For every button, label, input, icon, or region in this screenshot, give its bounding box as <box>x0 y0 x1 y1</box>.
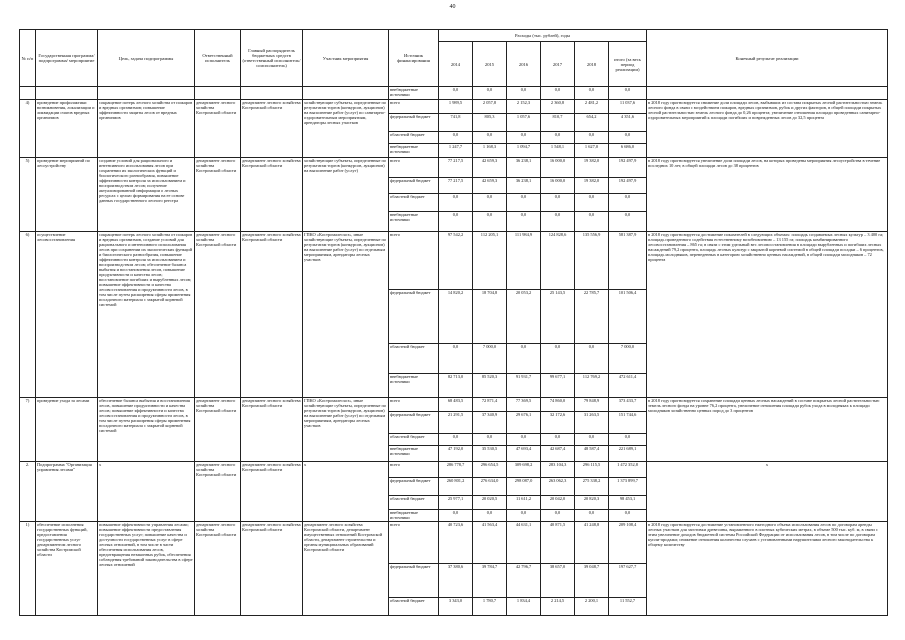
value-cell: 0,0 <box>439 510 473 522</box>
value-cell: 472 611,4 <box>609 374 647 398</box>
row-number: 4) <box>20 100 36 158</box>
header-year: 2014 <box>439 42 473 87</box>
result-cell: в 2018 году прогнозируется достижение показателей в следующих объемах: площадь создаваемых лесных культур – 3 400 га; площадь проведенного содействия естественному возобновлению – 13 155 га; площадь комбинированного лесовосстановления – 865 га; в связи с этим удельный вес лесовосстановления в площади вырубленных и погибших лесных насаждений 79,2 процента, площадь лесных культур с закрытой корневой системой в общей площади посадки – 6 процентов, площадь молодняков, переведенных в категорию хозяйственно ценных насаждений, в общей площади молодняков – 72 процента <box>647 232 888 398</box>
value-cell: 0,0 <box>507 87 541 100</box>
value-cell: 283 104,3 <box>541 462 575 478</box>
value-cell: 0,0 <box>439 87 473 100</box>
value-cell: 0,0 <box>575 510 609 522</box>
empty-cell <box>303 87 389 100</box>
value-cell: 37 380,6 <box>439 564 473 598</box>
participant-cell: хозяйствующие субъекты, определенные по результатам торгов (конкурсов, аукционов) на выполнение работ (услуг) по санитарно-оздоровительным мероприятиям, арендаторы лесных участков <box>303 100 389 158</box>
value-cell: 40 871,5 <box>541 522 575 564</box>
goal-cell: создание условий для рационального и интенсивного использования лесов при сохранении их экологических функций и биологического разнообразия, повышение эффективности контроля за использованием и воспроизводством лесов; получение актуализированной информации о лесных ресурсах с целью формирования на ее основе данных государственного лесного реестра <box>98 158 195 232</box>
source-cell: внебюджетные источники <box>389 212 439 232</box>
source-cell: федеральный бюджет <box>389 564 439 598</box>
value-cell: 16 000,0 <box>541 158 575 178</box>
header-year: 2015 <box>473 42 507 87</box>
source-cell: федеральный бюджет <box>389 290 439 344</box>
result-cell: в 2018 году прогнозируется сохранение площади ценных лесных насаждений в составе покрытых лесной растительностью земель лесного фонда на уровне 76,2 процента, увеличение отношения площади рубок ухода в молодняках к площади молодняков хозяйственно ценных пород до 3 процентов <box>647 398 888 462</box>
value-cell: 0,0 <box>541 194 575 212</box>
value-cell: 0,0 <box>507 132 541 144</box>
value-cell: 0,0 <box>541 510 575 522</box>
value-cell: 0,0 <box>507 510 541 522</box>
source-cell: областной бюджет <box>389 344 439 374</box>
table-row <box>20 232 888 290</box>
value-cell: 85 520,3 <box>473 374 507 398</box>
source-cell: внебюджетные источники <box>389 446 439 462</box>
value-cell: 38 657,0 <box>541 564 575 598</box>
value-cell: 0,0 <box>439 212 473 232</box>
value-cell: 0,0 <box>609 212 647 232</box>
value-cell: 1 373 899,7 <box>609 478 647 496</box>
participant-cell: хозяйствующие субъекты, определенные по результатам торгов (конкурсов, аукционов) на выполнение работ (услуг) <box>303 158 389 232</box>
value-cell: 98 453,1 <box>609 496 647 510</box>
value-cell: 42 796,7 <box>507 564 541 598</box>
value-cell: 151 744,6 <box>609 412 647 434</box>
value-cell: 263 062,3 <box>541 478 575 496</box>
executor-cell: департамент лесного хозяйства Костромской области <box>195 462 241 522</box>
header-executor: Ответственный исполнитель <box>195 30 241 87</box>
value-cell: 11 037,6 <box>609 100 647 114</box>
value-cell: 20 053,2 <box>507 290 541 344</box>
value-cell: 2 360,8 <box>541 100 575 114</box>
participant-cell: x <box>303 462 389 522</box>
result-cell: x <box>647 462 888 522</box>
value-cell: 296 654,5 <box>473 462 507 478</box>
goal-cell: повышение эффективности управления лесами; повышение эффективности предоставления государственных услуг; повышение качества и доступности государственных услуг в сфере лесных отношений, в том числе в части обеспечения использования лесов, предотвращения незаконных рубок, обеспечения соблюдения требований законодательства в сфере лесных отношений <box>98 522 195 616</box>
participant-cell: ГПКО «Костромалесхоз», иные хозяйствующие субъекты, определенные по результатам торгов (конкурсов, аукционов) на выполнение работ (услуг) по отдельным мероприятиям, арендаторы лесных участков <box>303 398 389 462</box>
value-cell: 0,0 <box>575 132 609 144</box>
source-cell: всего <box>389 232 439 290</box>
value-cell: 77 369,5 <box>507 398 541 412</box>
value-cell: 25 977,1 <box>439 496 473 510</box>
value-cell: 654,2 <box>575 114 609 132</box>
value-cell: 68 483,5 <box>439 398 473 412</box>
header-result: Конечный результат реализации <box>647 30 888 87</box>
value-cell: 47 192,0 <box>439 446 473 462</box>
value-cell: 0,0 <box>541 434 575 446</box>
row-number: 5) <box>20 158 36 232</box>
value-cell: 21 291,5 <box>439 412 473 434</box>
header-expenses: Расходы (тыс. рублей), годы <box>439 30 647 42</box>
value-cell: 741,8 <box>439 114 473 132</box>
admin-cell: департамент лесного хозяйства Костромской области <box>241 158 303 232</box>
executor-cell: департамент лесного хозяйства Костромской области <box>195 158 241 232</box>
source-cell: внебюджетные источники <box>389 374 439 398</box>
value-cell: 72 871,4 <box>473 398 507 412</box>
value-cell: 11 552,7 <box>609 598 647 616</box>
value-cell: 6 686,0 <box>609 144 647 158</box>
value-cell: 0,0 <box>507 344 541 374</box>
participant-cell: департамент лесного хозяйства Костромской области, департамент имущественных отношений Костромской области, департамент строительства и органы муниципальных образований Костромской области <box>303 522 389 616</box>
value-cell: 7 000,0 <box>473 344 507 374</box>
value-cell: 4 351,6 <box>609 114 647 132</box>
source-cell: всего <box>389 462 439 478</box>
value-cell: 0,0 <box>507 212 541 232</box>
value-cell: 276 634,0 <box>473 478 507 496</box>
value-cell: 1 989,5 <box>439 100 473 114</box>
value-cell: 124 828,6 <box>541 232 575 290</box>
value-cell: 296 115,5 <box>575 462 609 478</box>
program-cell: осуществление лесовосстановления <box>36 232 98 398</box>
value-cell: 42 687,4 <box>541 446 575 462</box>
value-cell: 25 143,5 <box>541 290 575 344</box>
result-cell: в 2018 году прогнозируется достижение установленного ежегодного объема использования лесов по договорам аренды лесных участков для заготовки древесины, выраженного в плотных кубических метрах, в объеме 500 тыс. куб. м, в связи с этим увеличение доходов бюджетной системы Российской Федерации от использования лесов, в том числе по договорам купли-продажи; снижение отношения количества случаев с установленными нарушителями лесного законодательства к общему количеству <box>647 522 888 616</box>
row-number: 6) <box>20 232 36 398</box>
executor-cell: департамент лесного хозяйства Костромской области <box>195 398 241 462</box>
empty-cell <box>647 87 888 100</box>
table-row <box>20 398 888 412</box>
source-cell: областной бюджет <box>389 598 439 616</box>
value-cell: 91 931,7 <box>507 374 541 398</box>
value-cell: 0,0 <box>541 344 575 374</box>
source-cell: федеральный бюджет <box>389 178 439 194</box>
value-cell: 31 263,5 <box>575 412 609 434</box>
value-cell: 2 152,3 <box>507 100 541 114</box>
value-cell: 192 497,9 <box>609 178 647 194</box>
value-cell: 0,0 <box>575 87 609 100</box>
value-cell: 2 057,8 <box>473 100 507 114</box>
value-cell: 77 217,5 <box>439 178 473 194</box>
source-cell: областной бюджет <box>389 496 439 510</box>
value-cell: 0,0 <box>541 132 575 144</box>
value-cell: 11 611,2 <box>507 496 541 510</box>
header-year: 2016 <box>507 42 541 87</box>
admin-cell: департамент лесного хозяйства Костромской области <box>241 462 303 522</box>
table-row <box>20 100 888 114</box>
value-cell: 0,0 <box>439 194 473 212</box>
executor-cell: департамент лесного хозяйства Костромской области <box>195 100 241 158</box>
value-cell: 22 785,7 <box>575 290 609 344</box>
source-cell: федеральный бюджет <box>389 114 439 132</box>
table-row <box>20 462 888 478</box>
value-cell: 0,0 <box>439 344 473 374</box>
header-admin: Главный распорядитель бюджетных средств (ответственный исполнитель/ соисполнитель) <box>241 30 303 87</box>
value-cell: 20 820,3 <box>575 496 609 510</box>
value-cell: 0,0 <box>473 434 507 446</box>
source-cell: всего <box>389 158 439 178</box>
goal-cell: сокращение потерь лесного хозяйства от пожаров и вредных организмов, создание условий для рационального и интенсивного использования лесов при сохранении их экологических функций и биологического разнообразия, повышение эффективности контроля за использованием и воспроизводством лесов; обеспечение баланса выбытия и восстановления лесов, повышение продуктивности и качества лесов; восстановление погибших и вырубленных лесов; повышение эффективности и качества лесовосстановления и продуктивности лесов, в том числе путем расширения сферы применения посадочного материала с закрытой корневой системой <box>98 232 195 398</box>
value-cell: 1 780,7 <box>473 598 507 616</box>
admin-cell: департамент лесного хозяйства Костромской области <box>241 398 303 462</box>
value-cell: 0,0 <box>473 87 507 100</box>
empty-cell <box>195 87 241 100</box>
value-cell: 0,0 <box>439 434 473 446</box>
value-cell: 3 343,0 <box>439 598 473 616</box>
value-cell: 197 627,7 <box>609 564 647 598</box>
header-program: Государственная программа/подпрограмма/ мероприятие <box>36 30 98 87</box>
value-cell: 2 214,5 <box>541 598 575 616</box>
value-cell: 29 676,1 <box>507 412 541 434</box>
executor-cell: департамент лесного хозяйства Костромской области <box>195 232 241 398</box>
value-cell: 36 238,1 <box>507 178 541 194</box>
value-cell: 0,0 <box>609 434 647 446</box>
program-cell: Подпрограмма "Организация управления лесами" <box>36 462 98 522</box>
empty-cell <box>36 87 98 100</box>
value-cell: 0,0 <box>473 212 507 232</box>
source-cell: всего <box>389 522 439 564</box>
value-cell: 135 556,9 <box>575 232 609 290</box>
value-cell: 101 506,4 <box>609 290 647 344</box>
value-cell: 805,3 <box>473 114 507 132</box>
page-number: 40 <box>449 4 456 10</box>
value-cell: 0,0 <box>541 87 575 100</box>
program-cell: проведение профилактики возникновения, локализации и ликвидации очагов вредных организмов <box>36 100 98 158</box>
executor-cell: департамент лесного хозяйства Костромской области <box>195 522 241 616</box>
value-cell: 581 387,9 <box>609 232 647 290</box>
value-cell: 39 784,7 <box>473 564 507 598</box>
value-cell: 1 057,6 <box>507 114 541 132</box>
empty-cell <box>241 87 303 100</box>
value-cell: 0,0 <box>439 132 473 144</box>
value-cell: 47 693,4 <box>507 446 541 462</box>
admin-cell: департамент лесного хозяйства Костромской области <box>241 100 303 158</box>
value-cell: 35 530,5 <box>473 446 507 462</box>
header-goal: Цель, задача подпрограммы <box>98 30 195 87</box>
value-cell: 41 563,4 <box>473 522 507 564</box>
value-cell: 0,0 <box>473 510 507 522</box>
row-number: 2. <box>20 462 36 522</box>
value-cell: 37 340,9 <box>473 412 507 434</box>
value-cell: 0,0 <box>609 87 647 100</box>
value-cell: 111 984,9 <box>507 232 541 290</box>
header-year: 2018 <box>575 42 609 87</box>
value-cell: 1 247,7 <box>439 144 473 158</box>
value-cell: 192 497,9 <box>609 158 647 178</box>
result-cell: в 2018 году прогнозируется снижение доли площади лесов, выбывших из состава покрытых лесной растительностью земель лесного фонда в связи с воздействием пожаров, вредных организмов, рубок и других факторов, в общей площади покрытых лесной растительностью земель лесного фонда до 0,26 процента; увеличение отношения площади проведенных санитарно-оздоровительных мероприятий к площади погибших и поврежденных лесов до 32,5 процента <box>647 100 888 158</box>
value-cell: 1 472 352,8 <box>609 462 647 478</box>
value-cell: 74 860,0 <box>541 398 575 412</box>
value-cell: 42 659,3 <box>473 158 507 178</box>
value-cell: 1 834,4 <box>507 598 541 616</box>
value-cell: 0,0 <box>507 194 541 212</box>
value-cell: 20 020,5 <box>473 496 507 510</box>
header-year: 2017 <box>541 42 575 87</box>
value-cell: 20 042,0 <box>541 496 575 510</box>
source-cell: внебюджетные источники <box>389 144 439 158</box>
value-cell: 82 713,0 <box>439 374 473 398</box>
source-cell: всего <box>389 398 439 412</box>
value-cell: 0,0 <box>575 434 609 446</box>
admin-cell: департамент лесного хозяйства Костромской области <box>241 522 303 616</box>
value-cell: 0,0 <box>609 132 647 144</box>
value-cell: 36 238,1 <box>507 158 541 178</box>
value-cell: 39 048,7 <box>575 564 609 598</box>
value-cell: 99 677,1 <box>541 374 575 398</box>
row-number: 1) <box>20 522 36 616</box>
value-cell: 309 698,2 <box>507 462 541 478</box>
value-cell: 16 000,0 <box>541 178 575 194</box>
value-cell: 221 689,1 <box>609 446 647 462</box>
table-row <box>20 158 888 178</box>
value-cell: 19 382,0 <box>575 178 609 194</box>
value-cell: 0,0 <box>609 510 647 522</box>
value-cell: 1 627,0 <box>575 144 609 158</box>
program-cell: проведение мероприятий по лесоустройству <box>36 158 98 232</box>
value-cell: 260 801,2 <box>439 478 473 496</box>
value-cell: 79 848,9 <box>575 398 609 412</box>
source-cell: внебюджетные источники <box>389 510 439 522</box>
value-cell: 14 820,2 <box>439 290 473 344</box>
value-cell: 0,0 <box>575 344 609 374</box>
value-cell: 41 248,8 <box>575 522 609 564</box>
value-cell: 0,0 <box>473 194 507 212</box>
header-no: № п/п <box>20 30 36 87</box>
goal-cell: обеспечение баланса выбытия и восстановления лесов, повышение продуктивности и качества лесов; повышение эффективности и качества лесовосстановления и продуктивности лесов, в том числе путем расширения сферы применения посадочного материала с закрытой корневой системой <box>98 398 195 462</box>
value-cell: 0,0 <box>575 212 609 232</box>
row-number: 7) <box>20 398 36 462</box>
value-cell: 44 631,1 <box>507 522 541 564</box>
expenses-table <box>19 29 888 616</box>
value-cell: 2 481,2 <box>575 100 609 114</box>
result-cell: в 2018 году прогнозируется увеличение доли площади лесов, на которых проведены мероприятия лесоустройства в течение последних 10 лет, в общей площади лесов до 38 процентов <box>647 158 888 232</box>
source-cell: областной бюджет <box>389 194 439 212</box>
value-cell: 97 542,2 <box>439 232 473 290</box>
goal-cell: x <box>98 462 195 522</box>
value-cell: 1 094,7 <box>507 144 541 158</box>
value-cell: 209 108,4 <box>609 522 647 564</box>
participant-cell: ГПКО «Костромалесхоз», иные хозяйствующие субъекты, определенные по результатам торгов (конкурсов, аукционов) на выполнение работ (услуг) по отдельным мероприятиям, арендаторы лесных участков <box>303 232 389 398</box>
value-cell: 0,0 <box>541 212 575 232</box>
value-cell: 32 172,6 <box>541 412 575 434</box>
source-cell: внебюджетные источники <box>389 87 439 100</box>
program-cell: обеспечение исполнения государственных функций, предоставления государственных услуг департаментом лесного хозяйства Костромской области <box>36 522 98 616</box>
value-cell: 40 723,6 <box>439 522 473 564</box>
value-cell: 275 338,2 <box>575 478 609 496</box>
value-cell: 298 087,0 <box>507 478 541 496</box>
value-cell: 48 587,4 <box>575 446 609 462</box>
source-cell: всего <box>389 100 439 114</box>
value-cell: 810,7 <box>541 114 575 132</box>
value-cell: 1 168,3 <box>473 144 507 158</box>
value-cell: 1 548,1 <box>541 144 575 158</box>
value-cell: 373 433,7 <box>609 398 647 412</box>
source-cell: федеральный бюджет <box>389 412 439 434</box>
header-year-total: итого (за весь период реализации) <box>609 42 647 87</box>
value-cell: 0,0 <box>575 194 609 212</box>
table-row <box>20 87 888 100</box>
header-source: Источник финансирования <box>389 30 439 87</box>
value-cell: 19 382,0 <box>575 158 609 178</box>
empty-cell <box>98 87 195 100</box>
table-row <box>20 522 888 564</box>
value-cell: 0,0 <box>609 194 647 212</box>
source-cell: федеральный бюджет <box>389 478 439 496</box>
header-participant: Участник мероприятия <box>303 30 389 87</box>
source-cell: областной бюджет <box>389 434 439 446</box>
value-cell: 286 778,7 <box>439 462 473 478</box>
value-cell: 0,0 <box>473 132 507 144</box>
value-cell: 7 000,0 <box>609 344 647 374</box>
admin-cell: департамент лесного хозяйства Костромской области <box>241 232 303 398</box>
value-cell: 112 205,1 <box>473 232 507 290</box>
value-cell: 112 769,2 <box>575 374 609 398</box>
value-cell: 0,0 <box>507 434 541 446</box>
value-cell: 18 704,8 <box>473 290 507 344</box>
value-cell: 2 200,1 <box>575 598 609 616</box>
value-cell: 42 659,3 <box>473 178 507 194</box>
source-cell: областной бюджет <box>389 132 439 144</box>
empty-cell <box>20 87 36 100</box>
goal-cell: сокращение потерь лесного хозяйства от пожаров и вредных организмов; повышение эффективности защиты лесов от вредных организмов <box>98 100 195 158</box>
program-cell: проведение ухода за лесами <box>36 398 98 462</box>
value-cell: 77 217,5 <box>439 158 473 178</box>
